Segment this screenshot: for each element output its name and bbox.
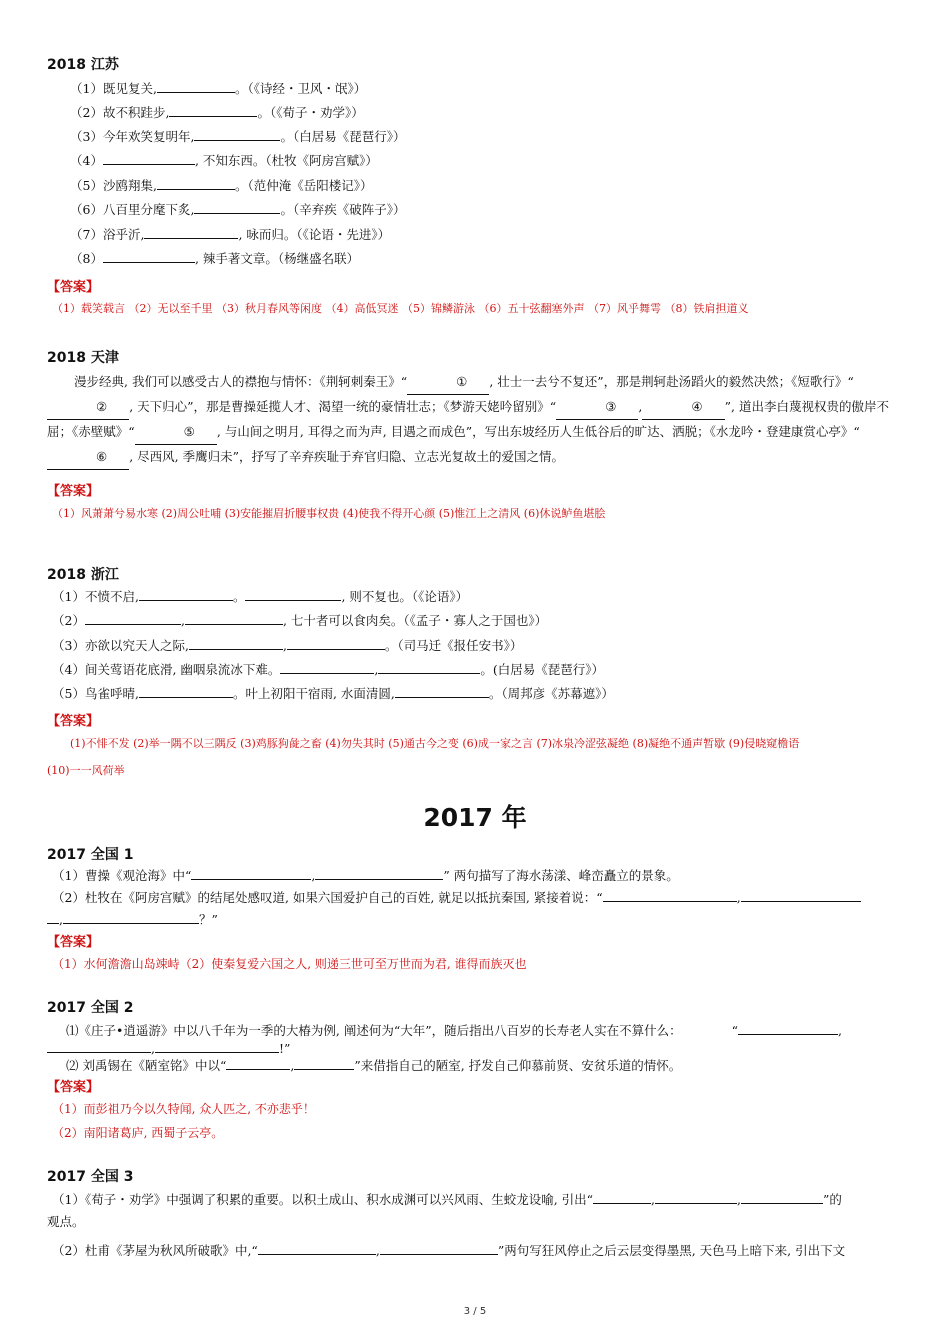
paragraph-text: 漫步经典, 我们可以感受古人的襟抱与情怀：《荆轲刺秦王》“ [74, 374, 408, 389]
question-text: , [311, 868, 316, 883]
section-title-jiangsu: 2018 江苏 [47, 57, 119, 73]
answer-blank [655, 1191, 737, 1204]
answer-blank [280, 661, 374, 674]
question-text: （8） [70, 251, 103, 266]
question-source: 。（范仲淹《岳阳楼记》） [234, 178, 373, 193]
question-line [52, 685, 614, 703]
question-line [52, 637, 522, 655]
section-title-zhejiang: 2018 浙江 [47, 567, 119, 583]
year-heading: 2017 年 [423, 803, 527, 832]
answer-blank [185, 612, 283, 625]
question-text: !” [278, 1041, 291, 1056]
question-text: （1）《荀子・劝学》中强调了积累的重要。以积土成山、积水成渊可以兴风雨、生蛟龙设喻, 引出“ [52, 1192, 594, 1207]
question-text: , [282, 638, 287, 653]
numbered-blank: ⑤ [135, 420, 217, 445]
question-line [70, 250, 359, 268]
numbered-blank: ④ [642, 395, 724, 420]
question-source: , 咏而归。（《论语・先进》） [238, 227, 391, 242]
answer-blank [189, 637, 283, 650]
question-text: 观点。 [47, 1214, 85, 1229]
answer-blank [169, 104, 257, 117]
answer-blank [47, 1040, 151, 1053]
numbered-blank: ① [407, 370, 489, 395]
answer-blank [245, 588, 341, 601]
question-text: , [737, 1192, 742, 1207]
question-line [52, 889, 861, 907]
answer-blank [287, 637, 385, 650]
answer-text: （1）而彭祖乃今以久特闻, 众人匹之, 不亦悲乎！ [52, 1102, 315, 1116]
question-line [47, 1213, 85, 1231]
section-title-tianjin: 2018 天津 [47, 350, 119, 366]
answer-blank [380, 1242, 498, 1255]
question-text: （3）今年欢笑复明年, [70, 129, 195, 144]
page-number: 3 / 5 [463, 1306, 487, 1317]
answer-text: (10)一一风荷举 [47, 764, 125, 777]
paragraph-text: , 壮士一去兮不复还”，那是荆轲赴汤蹈火的毅然决然；《短歌行》“ [489, 374, 854, 389]
question-text: , [180, 613, 185, 628]
question-text: “ [731, 1023, 738, 1038]
answer-blank [315, 867, 443, 880]
answer-text: （1）水何澹澹山岛竦峙（2）使秦复爱六国之人, 则递三世可至万世而为君, 谁得而族灭也 [52, 957, 527, 971]
answer-blank [395, 685, 489, 698]
answer-blank [63, 911, 199, 924]
question-line [70, 80, 366, 98]
answer-blank [155, 1040, 279, 1053]
numbered-blank: ⑥ [47, 445, 129, 470]
question-text: （4） [70, 153, 103, 168]
paragraph-text: , 尽西风, 季鹰归未”，抒写了辛弃疾耻于弃官归隐、立志光复故土的爱国之情。 [129, 449, 565, 464]
question-source: , 则不复也。（《论语》） [341, 589, 469, 604]
question-text: ”的 [823, 1192, 842, 1207]
answer-label: 【答案】 [47, 714, 100, 729]
question-text: （1）既见复关, [70, 81, 157, 96]
answer-blank [194, 128, 280, 141]
question-line [47, 911, 218, 929]
question-source: , 辣手著文章。（杨继盛名联） [194, 251, 360, 266]
question-text: , [838, 1023, 842, 1038]
answer-blank [144, 226, 238, 239]
question-line [52, 588, 468, 606]
answer-text: （1）载笑载言 （2）无以至千里 （3）秋月春风等闲度 （4）高低冥迷 （5）锦鳞游泳 （6）五十弦翻塞外声 （7）风乎舞雩 （8）铁肩担道义 [52, 302, 749, 315]
answer-blank [258, 1242, 376, 1255]
paragraph-text: , [638, 399, 643, 414]
question-text: , [651, 1192, 656, 1207]
question-text: , [374, 662, 379, 677]
question-line [70, 226, 390, 244]
question-line [52, 1191, 842, 1209]
answer-text: （2）南阳诸葛庐, 西蜀子云亭。 [52, 1126, 224, 1140]
question-text: ”来借指自己的陋室, 抒发自己仰慕前贤、安贫乐道的情怀。 [354, 1058, 682, 1073]
question-text: , [375, 1243, 380, 1258]
question-line [52, 1242, 845, 1260]
answer-blank [226, 1057, 290, 1070]
question-line [70, 177, 372, 195]
answer-text: (1)不悱不发 (2)举一隅不以三隅反 (3)鸡豚狗彘之畜 (4)勿失其时 (5)通古今之变 (6)成一家之言 (7)冰泉冷涩弦凝绝 (8)凝绝不通声暂歇 (9)侵晓窥檐语 [70, 737, 800, 750]
question-line [66, 1057, 681, 1075]
answer-label: 【答案】 [47, 935, 100, 950]
question-text: （2）故不积跬步, [70, 105, 170, 120]
answer-blank [194, 201, 280, 214]
question-text: ”两句写狂风停止之后云层变得墨黑, 天色马上暗下来, 引出下文 [497, 1243, 846, 1258]
section-title-national-2: 2017 全国 2 [47, 1000, 134, 1016]
question-text: （2）杜牧在《阿房宫赋》的结尾处感叹道, 如果六国爱护自己的百姓, 就足以抵抗秦国, 紧接着说：“ [52, 890, 603, 905]
answer-blank [103, 152, 195, 165]
question-paragraph [47, 370, 907, 470]
answer-blank [139, 588, 233, 601]
answer-blank [738, 1022, 838, 1035]
answer-blank [741, 1191, 823, 1204]
question-text: ⑴《庄子•逍遥游》中以八千年为一季的大椿为例, 阐述何为“大年”，随后指出八百岁的长寿老人实在不算什么： [66, 1023, 682, 1038]
answer-blank [294, 1057, 354, 1070]
section-title-national-3: 2017 全国 3 [47, 1169, 134, 1185]
question-text: 。 [232, 589, 246, 604]
question-source: 。（周邦彦《苏幕遮》） [488, 686, 614, 701]
question-text: （2） [52, 613, 85, 628]
answer-blank [603, 889, 737, 902]
answer-blank [85, 612, 181, 625]
answer-blank [191, 867, 311, 880]
question-line [66, 1022, 842, 1040]
question-text: ？” [198, 912, 218, 927]
question-text: , [736, 890, 741, 905]
answer-blank [593, 1191, 651, 1204]
answer-blank [741, 889, 861, 902]
question-source: , 七十者可以食肉矣。（《孟子・寡人之于国也》） [282, 613, 548, 628]
answer-text: （1）风萧萧兮易水寒 (2)周公吐哺 (3)安能摧眉折腰事权贵 (4)使我不得开心颜 (5)惟江上之清风 (6)休说鲈鱼堪脍 [52, 507, 606, 520]
question-source: 。（司马迁《报任安书》） [384, 638, 523, 653]
question-text: （4）间关莺语花底滑, 幽咽泉流冰下难。 [52, 662, 281, 677]
question-text: （7）浴乎沂, [70, 227, 145, 242]
question-text: （6）八百里分麾下炙, [70, 202, 195, 217]
paragraph-text: , 天下归心”，那是曹操延揽人才、渴望一统的豪情壮志；《梦游天姥吟留别》“ [129, 399, 557, 414]
question-line [70, 152, 378, 170]
answer-blank [47, 911, 59, 924]
answer-blank [378, 661, 480, 674]
question-line [52, 661, 604, 679]
section-title-national-1: 2017 全国 1 [47, 847, 134, 863]
question-source: 。（白居易《琵琶行》） [280, 129, 406, 144]
numbered-blank: ③ [556, 395, 638, 420]
question-line [52, 867, 679, 885]
question-text: （3）亦欲以究天人之际, [52, 638, 189, 653]
paragraph-text: ”, 道出李白蔑视权贵的傲岸不屈；《赤壁赋》“ [47, 399, 889, 439]
question-line [52, 612, 547, 630]
paragraph-text: , 与山间之明月, 耳得之而为声, 目遇之而成色”，写出东坡经历人生低谷后的旷达、洒脱；《水龙吟・登建康赏心亭》“ [216, 424, 860, 439]
question-text: , [151, 1041, 155, 1056]
answer-blank [139, 685, 233, 698]
question-text: ⑵ 刘禹锡在《陋室铭》中以“ [66, 1058, 227, 1073]
question-line [70, 128, 405, 146]
question-source: 。（《诗经・卫风・氓》） [234, 81, 367, 96]
question-line [70, 104, 364, 122]
question-text: （5）沙鸥翔集, [70, 178, 157, 193]
question-source: 。（《荀子・劝学》） [257, 105, 364, 120]
question-text: （2）杜甫《茅屋为秋风所破歌》中,“ [52, 1243, 258, 1258]
answer-blank [103, 250, 195, 263]
question-source: 。(白居易《琵琶行》） [480, 662, 605, 677]
numbered-blank: ② [47, 395, 129, 420]
question-text: , [290, 1058, 295, 1073]
answer-blank [157, 80, 235, 93]
answer-blank [157, 177, 235, 190]
question-text: ” 两句描写了海水荡漾、峰峦矗立的景象。 [443, 868, 679, 883]
question-text: （1）曹操《观沧海》中“ [52, 868, 192, 883]
question-source: , 不知东西。（杜牧《阿房宫赋》） [194, 153, 378, 168]
question-text: 。叶上初阳干宿雨, 水面清圆, [232, 686, 395, 701]
question-text: （5）鸟雀呼晴, [52, 686, 139, 701]
question-source: 。（辛弃疾《破阵子》） [280, 202, 406, 217]
question-text: （1）不愤不启, [52, 589, 139, 604]
answer-label: 【答案】 [47, 280, 100, 295]
question-text: , [59, 912, 63, 927]
question-line [47, 1040, 290, 1058]
answer-label: 【答案】 [47, 484, 100, 499]
answer-label: 【答案】 [47, 1080, 100, 1095]
question-line [70, 201, 405, 219]
